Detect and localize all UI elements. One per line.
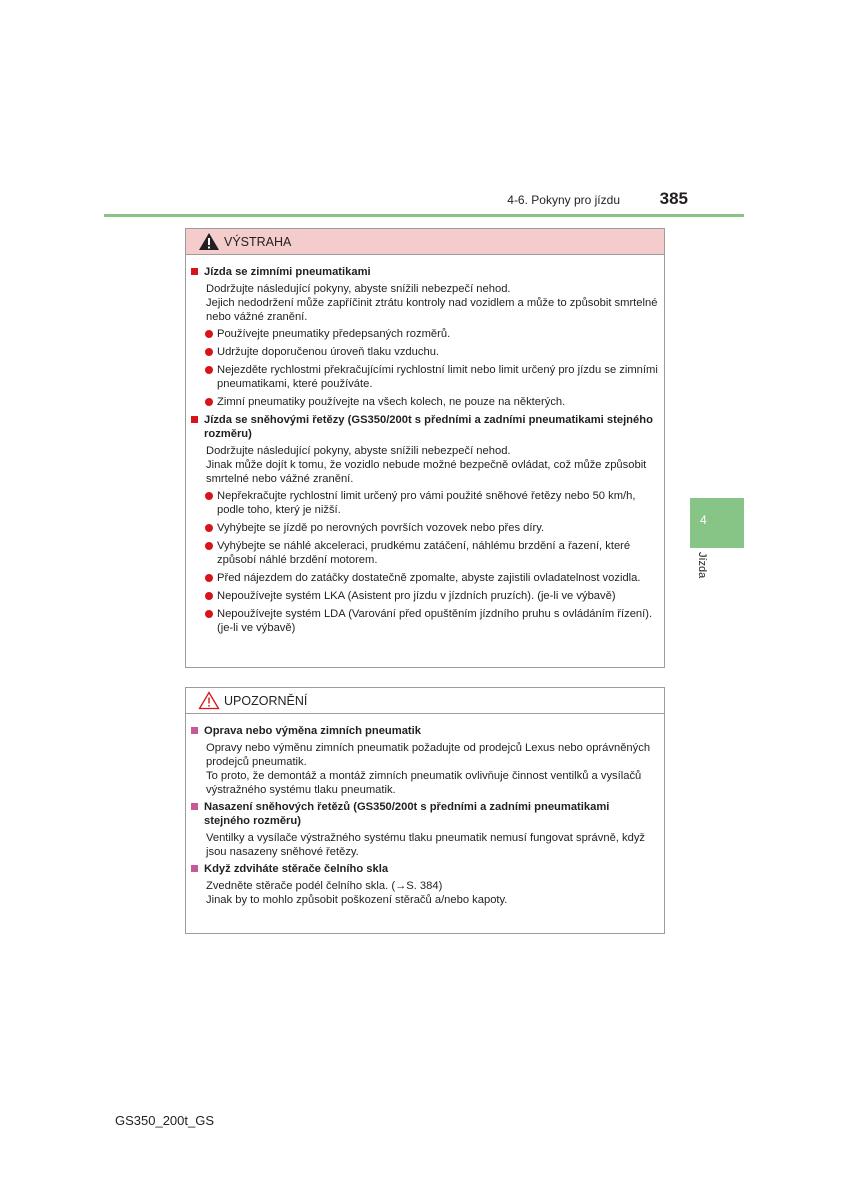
chapter-tab-number: 4 [700,513,707,527]
item-paragraph: Jinak by to mohlo způsobit poškození stěračů a/nebo kapoty. [206,894,508,906]
list-item: Používejte pneumatiky předepsaných rozměrů. [204,327,658,341]
notice-title-text: UPOZORNĚNÍ [224,694,308,708]
item-paragraph: Dodržujte následující pokyny, abyste snížili nebezpečí nehod. [206,283,511,295]
warning-box-title [186,229,664,255]
section-title: 4-6. Pokyny pro jízdu [507,193,620,207]
bullet-dot-icon [205,542,213,550]
square-marker-icon [191,416,198,423]
caution-triangle-icon [198,691,220,710]
item-paragraph: Opravy nebo výměnu zimních pneumatik požadujte od prodejců Lexus nebo oprávněných prodejců pneumatik. [206,742,651,768]
square-marker-icon [191,268,198,275]
bullet-list [204,327,658,409]
warning-title-text: VÝSTRAHA [224,235,292,249]
bullet-dot-icon [205,574,213,582]
bullet-dot-icon [205,492,213,500]
list-item: Nepoužívejte systém LKA (Asistent pro jízdu v jízdních pruzích). (je-li ve výbavě) [204,589,658,603]
list-item: Zimní pneumatiky používejte na všech kolech, ne pouze na některých. [204,395,658,409]
page-number: 385 [659,189,688,208]
notice-item-wipers [190,862,658,907]
bullet-dot-icon [205,592,213,600]
list-item: Vyhýbejte se jízdě po nerovných površích vozovek nebo přes díry. [204,521,658,535]
notice-box-title [186,688,664,714]
item-paragraph: To proto, že demontáž a montáž zimních pneumatik ovlivňuje činnost ventilků a vysílačů výstražného systému tlaku pneumatik. [206,770,642,796]
chapter-tab [690,498,744,548]
list-item: Před nájezdem do zatáčky dostatečně zpomalte, abyste zajistili ovladatelnost vozidla. [204,571,658,585]
bullet-dot-icon [205,330,213,338]
notice-box [185,687,665,934]
notice-item-snow-chains [190,800,658,859]
warning-triangle-icon [198,232,220,251]
square-marker-icon [191,727,198,734]
warning-item-heading: Jízda se sněhovými řetězy (GS350/200t s předními a zadními pneumatikami stejného rozměru) [204,414,653,440]
list-item: Udržujte doporučenou úroveň tlaku vzduchu. [204,345,658,359]
list-item: Nepoužívejte systém LDA (Varování před opuštěním jízdního pruhu s ovládáním řízení). (je-li ve výbavě) [204,607,658,635]
item-paragraph: Ventilky a vysílače výstražného systému tlaku pneumatik nemusí fungovat správně, když jsou nasazeny sněhové řetězy. [206,832,646,858]
list-item: Vyhýbejte se náhlé akceleraci, prudkému zatáčení, náhlému brzdění a řazení, které způsobí náhlé brzdění motorem. [204,539,658,567]
item-paragraph: Jejich nedodržení může zapříčinit ztrátu kontroly nad vozidlem a může to způsobit smrtelné nebo vážné zranění. [206,297,658,323]
list-item: Nejezděte rychlostmi překračujícími rychlostní limit nebo limit určený pro jízdu se zimními pneumatikami, které používáte. [204,363,658,391]
bullet-list [204,489,658,635]
item-paragraph: Jinak může dojít k tomu, že vozidlo nebude možné bezpečně ovládat, což může způsobit smrtelné nebo vážné zranění. [206,459,647,485]
warning-box [185,228,665,668]
notice-item-heading: Nasazení sněhových řetězů (GS350/200t s předními a zadními pneumatikami stejného rozměru) [204,801,610,827]
warning-item-snow-chains [190,413,658,635]
footer-model-code: GS350_200t_GS [115,1113,215,1128]
list-item: Nepřekračujte rychlostní limit určený pro vámi použité sněhové řetězy nebo 50 km/h, podle toho, který je nižší. [204,489,658,517]
warning-item-heading: Jízda se zimními pneumatikami [204,266,371,278]
warning-item-winter-tires [190,265,658,409]
item-paragraph: Dodržujte následující pokyny, abyste snížili nebezpečí nehod. [206,445,511,457]
chapter-tab-label: Jízda [696,552,708,579]
item-paragraph: Zvedněte stěrače podél čelního skla. (→S. 384) [206,880,443,892]
bullet-dot-icon [205,398,213,406]
bullet-dot-icon [205,610,213,618]
bullet-dot-icon [205,524,213,532]
notice-item-heading: Oprava nebo výměna zimních pneumatik [204,725,421,737]
bullet-dot-icon [205,366,213,374]
notice-item-tire-repair [190,724,658,797]
square-marker-icon [191,865,198,872]
notice-item-heading: Když zdviháte stěrače čelního skla [204,863,389,875]
bullet-dot-icon [205,348,213,356]
header-rule [104,214,744,217]
square-marker-icon [191,803,198,810]
